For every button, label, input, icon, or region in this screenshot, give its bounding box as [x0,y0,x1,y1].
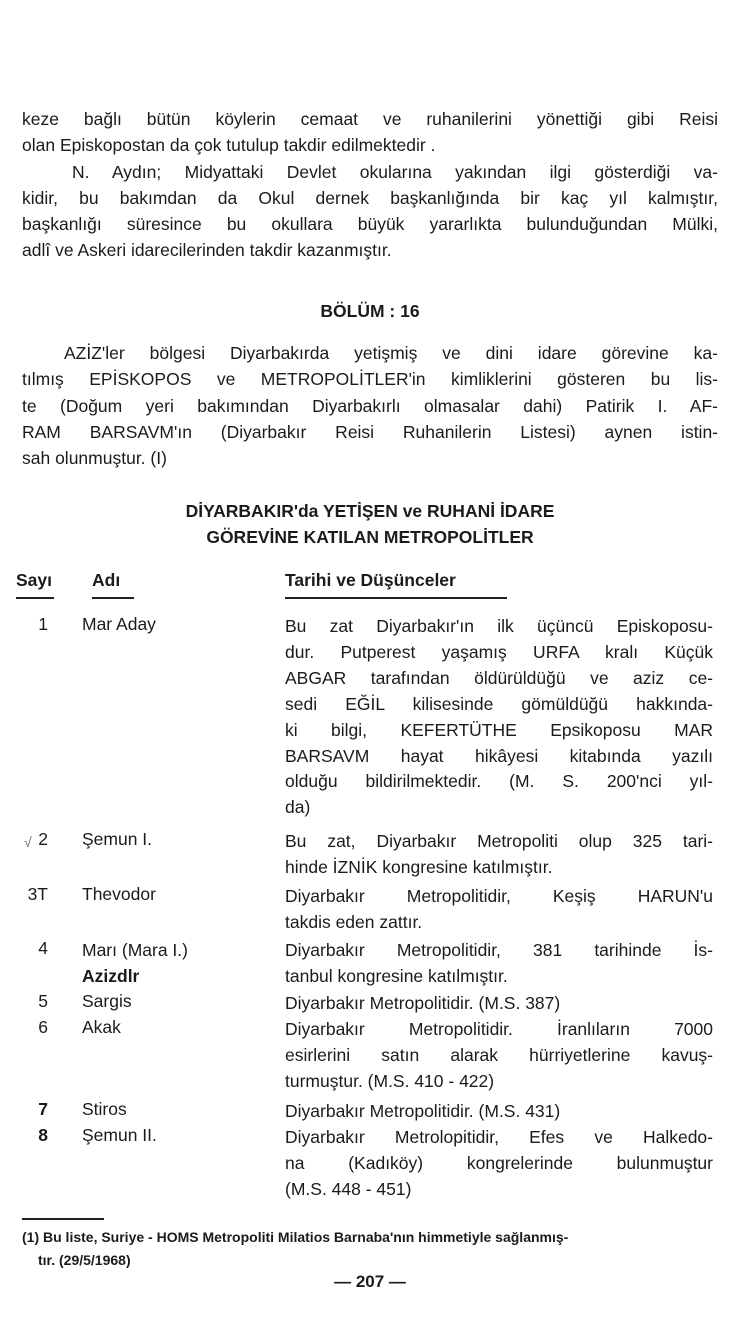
section-intro-paragraph [22,340,718,471]
list-title-line-1: DİYARBAKIR'da YETİŞEN ve RUHANİ İDARE [185,501,555,521]
row-name [82,884,272,905]
row-name [82,991,272,1012]
column-header-name-label: Adı [92,570,121,590]
text-line: başkanlığı süresince bu okullara büyük yararlıkta bulunduğundan Mülki, [22,214,718,235]
column-header-desc [285,570,456,591]
row-number: 7 [38,1099,48,1119]
row-name [82,1125,272,1146]
name-line: Thevodor [82,884,156,904]
row-description [285,1099,713,1125]
desc-line: Diyarbakır Metrolopitidir, Efes ve Halkedo- [285,1127,713,1147]
row-number: 5 [38,991,48,1011]
desc-line: BARSAVM hayat hikâyesi kitabında yazılı [285,745,713,766]
desc-line: ki bilgi, KEFERTÜTHE Epsikoposu MAR [285,719,713,740]
desc-line: dur. Putperest yaşamış URFA kralı Küçük [285,641,713,662]
row-number: 1 [38,614,48,634]
name-line: Mar Aday [82,614,156,634]
row-number: 3T [27,884,48,904]
desc-line: Diyarbakır Metropolitidir. (M.S. 431) [285,1101,561,1121]
desc-line: Diyarbakır Metropolitidir, 381 tarihinde İs- [285,940,713,960]
footnote-divider [22,1218,104,1220]
list-title-line-2: GÖREVİNE KATILAN METROPOLİTLER [206,527,534,547]
name-line: Akak [82,1017,121,1037]
intro-paragraph [22,106,718,264]
text-line: RAM BARSAVM'ın (Diyarbakır Reisi Ruhanilerin Listesi) aynen istin- [22,421,718,442]
name-line: Sargis [82,991,132,1011]
row-name [82,829,272,850]
footnote-line: (1) Bu liste, Suriye - HOMS Metropoliti Milatios Barnaba'nın himmetiyle sağlanmış- [22,1229,569,1245]
name-line: Şemun II. [82,1125,157,1145]
column-header-no [16,570,52,591]
row-description [285,614,713,821]
desc-line: hinde İZNİK kongresine katılmıştır. [285,856,553,877]
column-header-desc-label: Tarihi ve Düşünceler [285,570,456,590]
desc-line: esirlerini satın alarak hürriyetlerine kavuş- [285,1044,713,1065]
name-line: Marı (Mara I.) [82,940,188,960]
desc-line: sedi EĞİL kilisesinde gömüldüğü hakkında- [285,693,713,714]
row-number: 8 [38,1125,48,1145]
desc-line: tanbul kongresine katılmıştır. [285,965,508,986]
desc-line: olduğu bildirilmektedir. (M. S. 200'nci yıl- [285,771,713,792]
page-number: — 207 — [334,1272,406,1291]
row-description [285,884,713,936]
desc-line: Diyarbakır Metropolitidir. İranlıların 7000 [285,1019,713,1039]
text-line: sah olunmuştur. (I) [22,448,167,469]
desc-line: ABGAR tarafından öldürüldüğü ve aziz ce- [285,667,713,688]
row-number: 6 [38,1017,48,1037]
desc-line: Diyarbakır Metropolitidir, Keşiş HARUN'u [285,886,713,906]
row-number: 2 [38,829,48,849]
desc-line: (M.S. 448 - 451) [285,1178,412,1199]
name-line: Stiros [82,1099,127,1119]
text-line: olan Episkopostan da çok tutulup takdir edilmektedir . [22,135,436,156]
column-underline [16,597,54,599]
desc-line: Bu zat, Diyarbakır Metropoliti olup 325 tari- [285,831,713,851]
column-underline [92,597,134,599]
desc-line: Bu zat Diyarbakır'ın ilk üçüncü Episkoposu- [285,616,713,636]
row-number: 4 [38,938,48,958]
text-line: tılmış EPİSKOPOS ve METROPOLİTLER'in kimliklerini gösteren bu lis- [22,369,718,390]
text-line: kidir, bu bakımdan da Okul dernek başkanlığında bir kaç yıl kalmıştır, [22,187,718,208]
row-name [82,1099,272,1120]
row-description [285,991,713,1017]
row-name [82,1017,272,1038]
text-line: te (Doğum yeri bakımından Diyarbakırlı olmasalar dahi) Patirik I. AF- [22,395,718,416]
text-line: keze bağlı bütün köylerin cemaat ve ruhanilerini yönettiği gibi Reisi [22,109,718,129]
row-description [285,1125,713,1203]
desc-line: takdis eden zattır. [285,911,423,932]
row-name [82,614,272,635]
desc-line: da) [285,797,311,818]
desc-line: Diyarbakır Metropolitidir. (M.S. 387) [285,993,561,1013]
text-line: AZİZ'ler bölgesi Diyarbakırda yetişmiş ve dini idare görevine ka- [64,343,718,363]
column-underline [285,597,507,599]
name-line: Şemun I. [82,829,153,849]
margin-check-mark: √ [24,834,32,850]
row-description [285,829,713,881]
row-description [285,1017,713,1095]
footnote [22,1226,712,1272]
row-name [82,938,272,990]
text-line: N. Aydın; Midyattaki Devlet okularına yakından ilgi gösterdiği va- [72,161,718,182]
column-header-no-label: Sayı [16,570,52,590]
row-description [285,938,713,990]
name-line: Azizdlr [82,965,140,986]
footnote-line: tır. (29/5/1968) [38,1252,131,1268]
desc-line: turmuştur. (M.S. 410 - 422) [285,1070,495,1091]
section-title: BÖLÜM : 16 [320,301,420,321]
desc-line: na (Kadıköy) kongrelerinde bulunmuştur [285,1152,713,1173]
text-line: adlî ve Askeri idarecilerinden takdir kazanmıştır. [22,240,392,261]
column-header-name [92,570,120,591]
